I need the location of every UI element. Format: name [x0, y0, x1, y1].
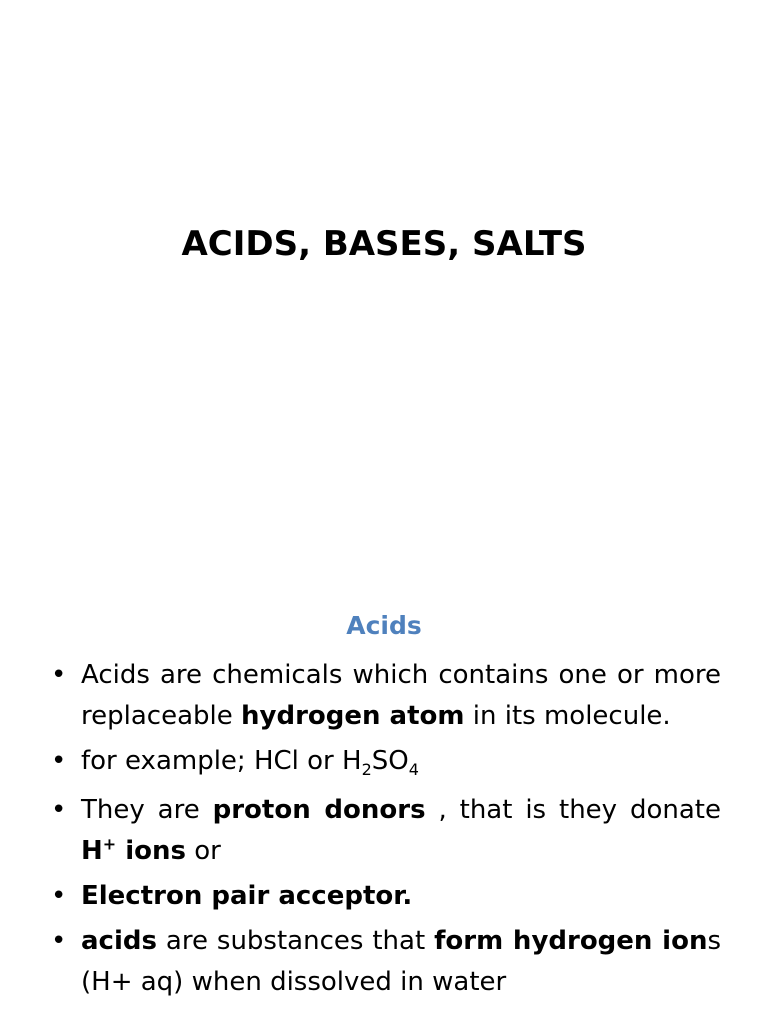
bullet-text: They are — [81, 795, 213, 825]
bullet-icon: • — [51, 746, 67, 776]
bullet-text: or — [185, 836, 221, 866]
bullet-item-definition — [0, 655, 768, 737]
bullet-text-bold: form hydrogen ion — [434, 926, 708, 956]
bullet-text-bold: hydrogen atom — [241, 701, 465, 731]
bullet-text-bold: acids — [81, 926, 157, 956]
slide-title: ACIDS, BASES, SALTS — [181, 224, 587, 264]
bullet-icon: • — [51, 660, 67, 690]
bullet-text: Acids are chemicals which contains one or more replaceable — [81, 660, 721, 731]
section-heading-acids: Acids — [346, 611, 422, 640]
bullet-item-electron-pair — [0, 876, 768, 917]
bullet-icon: • — [51, 795, 67, 825]
superscript: + — [102, 834, 117, 854]
bullet-text-bold: H — [81, 836, 103, 866]
bullet-item-hydrogen-ions — [0, 921, 768, 1003]
bullet-text: s (H+ aq) when dissolved in water — [81, 926, 721, 997]
bullet-text: SO — [371, 746, 409, 776]
bullet-item-example — [0, 741, 768, 782]
bullet-text: in its molecule. — [464, 701, 671, 731]
bullet-icon: • — [51, 926, 67, 956]
bullet-text-bold: proton donors — [212, 795, 426, 825]
bullet-text-bold: Electron pair acceptor. — [81, 881, 413, 911]
bullet-text-bold: ions — [116, 836, 186, 866]
bullet-item-proton-donors — [0, 790, 768, 872]
bullet-text: , that is they donate — [425, 795, 721, 825]
bullet-icon: • — [51, 881, 67, 911]
subscript: 2 — [361, 760, 372, 780]
bullet-text: are substances that — [156, 926, 435, 956]
bullet-text: for example; HCl or H — [81, 746, 362, 776]
subscript: 4 — [408, 760, 419, 780]
bullet-list — [0, 655, 768, 1003]
